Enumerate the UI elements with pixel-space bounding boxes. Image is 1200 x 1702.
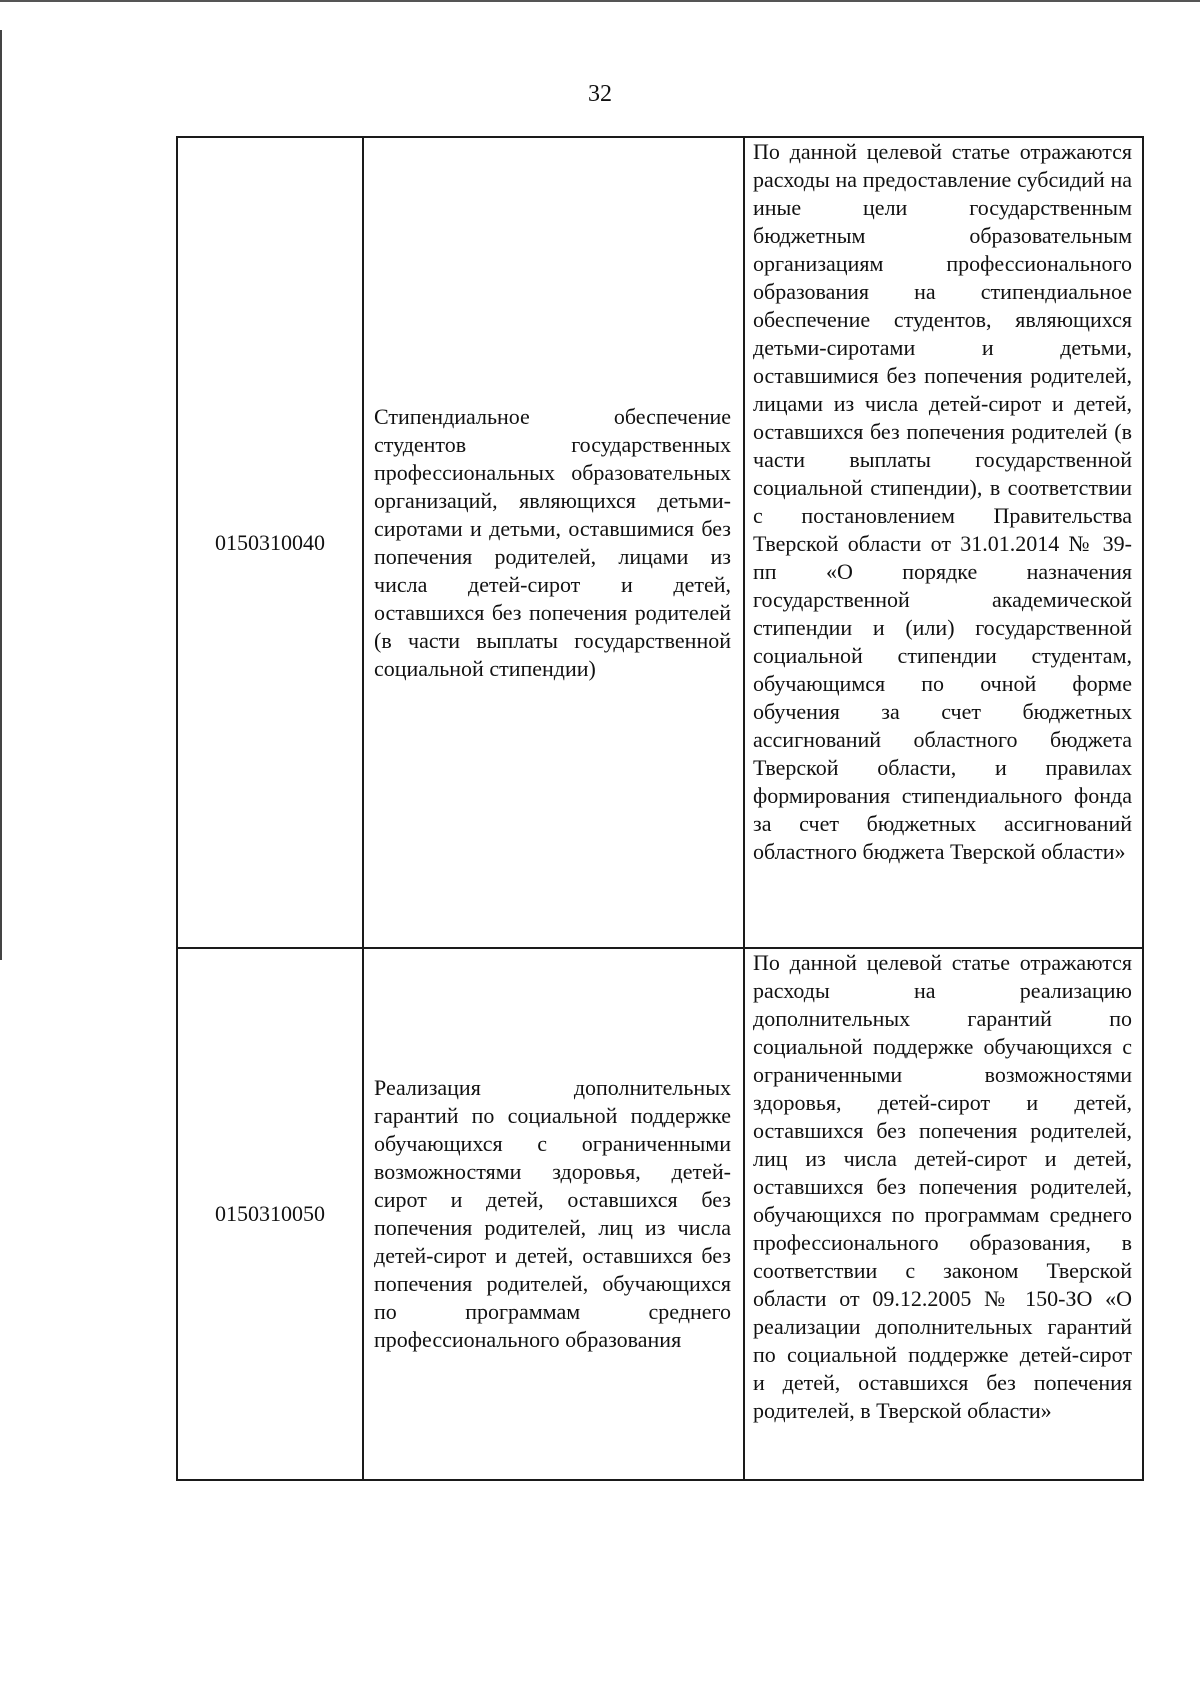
table-row xyxy=(177,137,1143,948)
target-article-name: Стипендиальное обеспечение студентов государственных профессиональных образовательных организаций, являющихся детьми-сиротами и детьми, оставшимися без попечения родителей, лицами из числа детей-сирот и детей, оставшихся без попечения родителей (в части выплаты государственной социальной стипендии) xyxy=(363,137,744,948)
scan-left-edge xyxy=(0,30,2,960)
target-article-description: По данной целевой статье отражаются расходы на реализацию дополнительных гарантий по социальной поддержке обучающихся с ограниченными возможностями здоровья, детей-сирот и детей, оставшихся без попечения родителей, лиц из числа детей-сирот и детей, оставшихся без попечения родителей, обучающихся по программам среднего профессионального образования, в соответствии с законом Тверской области от 09.12.2005 № 150-ЗО «О реализации дополнительных гарантий по социальной поддержке детей-сирот и детей, оставшихся без попечения родителей, в Тверской области» xyxy=(744,948,1143,1480)
target-article-code: 0150310040 xyxy=(177,137,363,948)
table-row xyxy=(177,948,1143,1480)
target-article-code: 0150310050 xyxy=(177,948,363,1480)
target-article-name: Реализация дополнительных гарантий по социальной поддержке обучающихся с ограниченными возможностями здоровья, детей-сирот и детей, оставшихся без попечения родителей, лиц из числа детей-сирот и детей, оставшихся без попечения родителей, обучающихся по программам среднего профессионального образования xyxy=(363,948,744,1480)
scan-top-edge xyxy=(0,0,1200,2)
budget-classification-table xyxy=(176,136,1144,1481)
target-article-description: По данной целевой статье отражаются расходы на предоставление субсидий на иные цели государственным бюджетным образовательным организациям профессионального образования на стипендиальное обеспечение студентов, являющихся детьми-сиротами и детьми, оставшимися без попечения родителей, лицами из числа детей-сирот и детей, оставшихся без попечения родителей (в части выплаты государственной социальной стипендии), в соответствии с постановлением Правительства Тверской области от 31.01.2014 № 39-пп «О порядке назначения государственной академической стипендии и (или) государственной социальной стипендии студентам, обучающимся по очной форме обучения за счет бюджетных ассигнований областного бюджета Тверской области, и правилах формирования стипендиального фонда за счет бюджетных ассигнований областного бюджета Тверской области» xyxy=(744,137,1143,948)
page-number: 32 xyxy=(588,81,612,107)
